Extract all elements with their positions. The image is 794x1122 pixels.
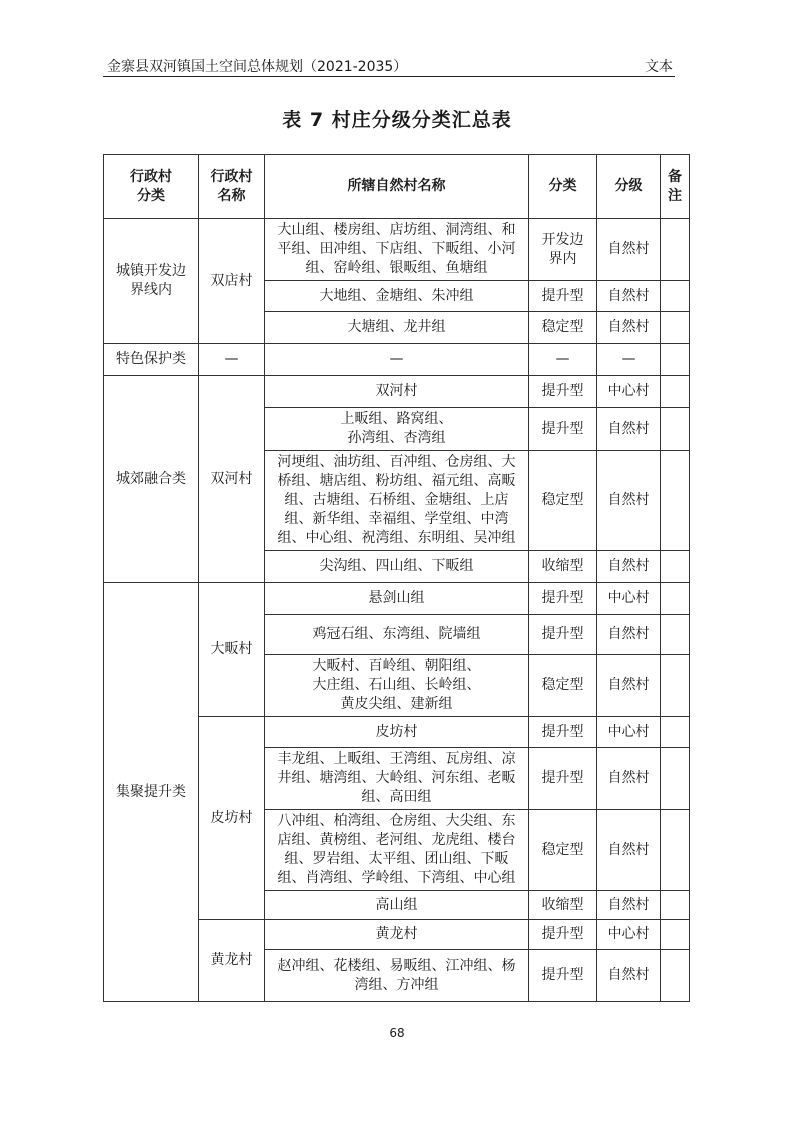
grade-cell: 自然村 xyxy=(597,748,661,810)
header-remark: 备 注 xyxy=(661,155,690,219)
remark-cell xyxy=(661,451,690,551)
page-header xyxy=(103,56,675,77)
remark-cell xyxy=(661,219,690,281)
table-row xyxy=(104,344,690,376)
village-cell: 大畈村 xyxy=(199,583,265,717)
grade-cell: 自然村 xyxy=(597,451,661,551)
type-cell: 提升型 xyxy=(529,376,597,408)
type-cell: 提升型 xyxy=(529,615,597,655)
grade-cell: 中心村 xyxy=(597,583,661,615)
natural-villages-cell: 尖沟组、四山组、下畈组 xyxy=(265,551,529,583)
type-cell: 开发边 界内 xyxy=(529,219,597,281)
document-title: 金寨县双河镇国土空间总体规划（2021-2035） xyxy=(107,59,408,75)
village-classification-table xyxy=(103,154,690,1002)
grade-cell: 自然村 xyxy=(597,891,661,920)
natural-villages-cell: 上畈组、路窝组、 孙湾组、杏湾组 xyxy=(265,408,529,451)
natural-villages-cell: 赵冲组、花楼组、易畈组、江冲组、杨湾组、方冲组 xyxy=(265,950,529,1002)
category-cell: 城镇开发边 界线内 xyxy=(104,219,199,344)
remark-cell xyxy=(661,281,690,312)
header-category: 行政村 分类 xyxy=(104,155,199,219)
natural-villages-cell: 高山组 xyxy=(265,891,529,920)
table-title: 表 7 村庄分级分类汇总表 xyxy=(282,109,512,131)
category-cell: 城郊融合类 xyxy=(104,376,199,583)
natural-villages-cell: 鸡冠石组、东湾组、院墙组 xyxy=(265,615,529,655)
table-header-row xyxy=(104,155,690,219)
type-cell: 提升型 xyxy=(529,950,597,1002)
remark-cell xyxy=(661,583,690,615)
type-cell: 提升型 xyxy=(529,748,597,810)
remark-cell xyxy=(661,655,690,717)
grade-cell: 自然村 xyxy=(597,219,661,281)
remark-cell xyxy=(661,344,690,376)
natural-villages-cell: 悬剑山组 xyxy=(265,583,529,615)
village-cell: 皮坊村 xyxy=(199,717,265,920)
remark-cell xyxy=(661,950,690,1002)
header-type: 分类 xyxy=(529,155,597,219)
type-cell: 提升型 xyxy=(529,717,597,748)
remark-cell xyxy=(661,376,690,408)
natural-villages-cell: 大山组、楼房组、店坊组、洞湾组、和平组、田冲组、下店组、下畈组、小河组、窑岭组、银畈组、鱼塘组 xyxy=(265,219,529,281)
remark-cell xyxy=(661,717,690,748)
grade-cell: 自然村 xyxy=(597,281,661,312)
table-row xyxy=(104,219,690,281)
remark-cell xyxy=(661,920,690,950)
natural-villages-cell: 丰龙组、上畈组、王湾组、瓦房组、凉井组、塘湾组、大岭组、河东组、老畈组、高田组 xyxy=(265,748,529,810)
natural-villages-cell: 河埂组、油坊组、百冲组、仓房组、大桥组、塘店组、粉坊组、福元组、高畈组、古塘组、石桥组、金塘组、上店组、新华组、幸福组、学堂组、中湾组、中心组、祝湾组、东明组、吴冲组 xyxy=(265,451,529,551)
remark-cell xyxy=(661,810,690,891)
natural-villages-cell: 大地组、金塘组、朱冲组 xyxy=(265,281,529,312)
remark-cell xyxy=(661,615,690,655)
remark-cell xyxy=(661,891,690,920)
natural-villages-cell: 黄龙村 xyxy=(265,920,529,950)
type-cell: 收缩型 xyxy=(529,891,597,920)
type-cell: 提升型 xyxy=(529,920,597,950)
page-number: 68 xyxy=(389,1026,405,1040)
type-cell: — xyxy=(529,344,597,376)
grade-cell: 自然村 xyxy=(597,312,661,344)
header-village: 行政村 名称 xyxy=(199,155,265,219)
grade-cell: 自然村 xyxy=(597,551,661,583)
grade-cell: 中心村 xyxy=(597,717,661,748)
type-cell: 收缩型 xyxy=(529,551,597,583)
grade-cell: 中心村 xyxy=(597,920,661,950)
grade-cell: 自然村 xyxy=(597,810,661,891)
grade-cell: — xyxy=(597,344,661,376)
category-cell: 特色保护类 xyxy=(104,344,199,376)
village-cell: 双河村 xyxy=(199,376,265,583)
category-cell: 集聚提升类 xyxy=(104,583,199,1002)
village-cell: 黄龙村 xyxy=(199,920,265,1002)
remark-cell xyxy=(661,748,690,810)
table-row xyxy=(104,376,690,408)
grade-cell: 自然村 xyxy=(597,408,661,451)
type-cell: 稳定型 xyxy=(529,810,597,891)
natural-villages-cell: 八冲组、柏湾组、仓房组、大尖组、东店组、黄榜组、老河组、龙虎组、楼台组、罗岩组、太平组、团山组、下畈组、肖湾组、学岭组、下湾组、中心组 xyxy=(265,810,529,891)
type-cell: 稳定型 xyxy=(529,655,597,717)
natural-villages-cell: 双河村 xyxy=(265,376,529,408)
remark-cell xyxy=(661,408,690,451)
village-cell: 双店村 xyxy=(199,219,265,344)
grade-cell: 自然村 xyxy=(597,950,661,1002)
table-row xyxy=(104,583,690,615)
natural-villages-cell: — xyxy=(265,344,529,376)
remark-cell xyxy=(661,551,690,583)
grade-cell: 中心村 xyxy=(597,376,661,408)
grade-cell: 自然村 xyxy=(597,655,661,717)
type-cell: 提升型 xyxy=(529,408,597,451)
village-cell: — xyxy=(199,344,265,376)
type-cell: 提升型 xyxy=(529,583,597,615)
header-natural-villages: 所辖自然村名称 xyxy=(265,155,529,219)
type-cell: 稳定型 xyxy=(529,312,597,344)
header-grade: 分级 xyxy=(597,155,661,219)
natural-villages-cell: 皮坊村 xyxy=(265,717,529,748)
type-cell: 稳定型 xyxy=(529,451,597,551)
document-type: 文本 xyxy=(645,59,673,75)
natural-villages-cell: 大畈村、百岭组、朝阳组、 大庄组、石山组、长岭组、 黄皮尖组、建新组 xyxy=(265,655,529,717)
natural-villages-cell: 大塘组、龙井组 xyxy=(265,312,529,344)
type-cell: 提升型 xyxy=(529,281,597,312)
grade-cell: 自然村 xyxy=(597,615,661,655)
remark-cell xyxy=(661,312,690,344)
